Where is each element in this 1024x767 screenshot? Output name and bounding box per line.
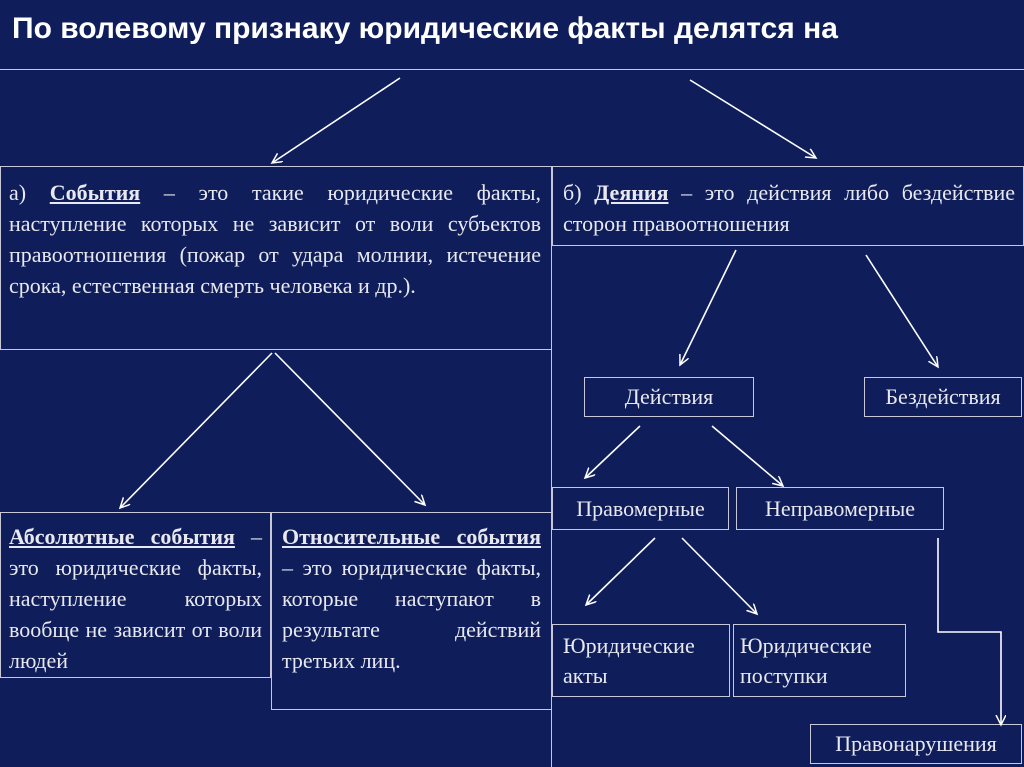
arrow-title-to-deeds: [690, 80, 816, 158]
arrow-deeds-to-inaction: [866, 255, 938, 367]
events-box: [0, 166, 552, 350]
legal-deeds-node: [733, 624, 906, 697]
actions-node: Действия: [584, 377, 754, 417]
events-prefix: а): [9, 180, 50, 205]
arrow-lawful-to-deeds: [682, 538, 757, 614]
arrow-actions-to-unlawful: [712, 426, 783, 486]
arrow-deeds-to-actions: [680, 250, 736, 365]
arrow-actions-to-lawful: [585, 426, 640, 478]
deeds-prefix: б): [563, 180, 595, 205]
deeds-box: [552, 166, 1024, 246]
events-term: События: [49, 180, 141, 205]
offenses-node: Правонарушения: [810, 724, 1022, 764]
arrow-unlawful-to-offenses: [938, 538, 1001, 725]
relative-events-box: [271, 512, 552, 710]
legal-acts-label: Юридические акты: [563, 633, 695, 688]
unlawful-node: Неправомерные: [736, 487, 944, 530]
arrow-title-to-events: [272, 78, 400, 163]
absolute-term: Абсолютные события: [9, 524, 235, 549]
deeds-term: Деяния: [594, 180, 669, 205]
arrow-lawful-to-acts: [586, 538, 655, 605]
inaction-node: Бездействия: [864, 377, 1022, 417]
absolute-definition: – это юридические факты, наступление которых вообще не зависит от воли людей: [9, 524, 263, 673]
legal-acts-node: [552, 624, 730, 697]
relative-term: Относительные события: [282, 524, 541, 549]
deeds-definition: – это действия либо бездействие сторон правоотношения: [563, 180, 1015, 236]
events-definition: – это такие юридические факты, наступление которых не зависит от воли субъектов правоотношения (пожар от удара молнии, истечение срока, естественная смерть человека и др.).: [9, 180, 541, 298]
page-title: По волевому признаку юридические факты делятся на: [0, 0, 1024, 70]
absolute-events-box: [0, 512, 271, 678]
lawful-node: Правомерные: [552, 487, 729, 530]
legal-deeds-label: Юридические поступки: [740, 633, 872, 688]
relative-definition: – это юридические факты, которые наступают в результате действий третьих лиц.: [282, 555, 541, 673]
